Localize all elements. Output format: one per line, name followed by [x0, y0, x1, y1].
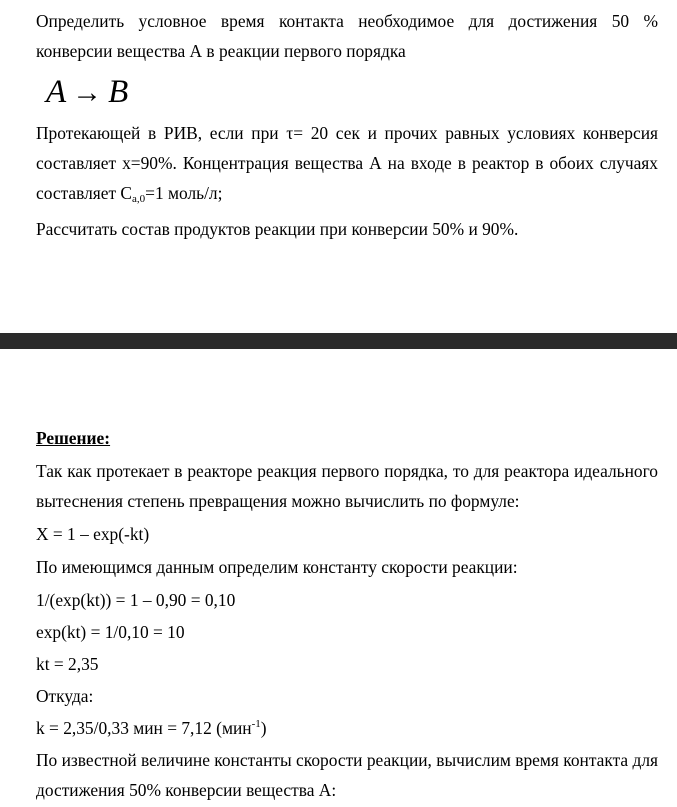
page-divider	[0, 333, 677, 349]
solution-heading: Решение:	[36, 428, 111, 448]
solution-intro	[36, 456, 658, 516]
task-paragraph	[36, 6, 658, 66]
step-3: kt = 2,35	[36, 654, 99, 674]
reaction-arrow-icon: →	[72, 76, 103, 109]
solution-intro-text: Так как протекает в реакторе реакция первого порядка, то для реактора идеального вытеснения степень превращения можно вычислить по формуле:	[36, 461, 658, 511]
step-intro: По имеющимся данным определим константу скорости реакции:	[36, 557, 518, 577]
task-text: Определить условное время контакта необходимое для достижения 50 % конверсии вещества А в реакции первого порядка	[36, 11, 658, 61]
k-result	[36, 713, 267, 743]
formula-line: X = 1 – exp(-kt)	[36, 524, 150, 544]
k-result-text: k = 2,35/0,33 мин = 7,12 (мин	[36, 718, 252, 738]
step-2: exp(kt) = 1/0,10 = 10	[36, 622, 185, 642]
step-1: 1/(exp(kt)) = 1 – 0,90 = 0,10	[36, 590, 236, 610]
final-paragraph-text: По известной величине константы скорости реакции, вычислим время контакта для достижения 50% конверсии вещества А:	[36, 750, 658, 800]
whence-line: Откуда:	[36, 686, 94, 706]
concentration-subscript: a,0	[132, 193, 146, 205]
k-result-close: )	[260, 718, 267, 738]
reactant-label: A	[46, 74, 67, 110]
final-paragraph	[36, 745, 658, 805]
reaction-equation	[46, 72, 128, 113]
conditions-text-end: =1 моль/л;	[145, 183, 223, 203]
product-label: B	[108, 74, 129, 110]
conditions-text: Протекающей в РИВ, если при τ= 20 сек и прочих равных условиях конверсия составляет x=90%. Концентрация вещества А на входе в реактор в обоих случаях составляет C	[36, 123, 658, 203]
calc-request: Рассчитать состав продуктов реакции при конверсии 50% и 90%.	[36, 219, 519, 239]
k-result-exponent: -1	[251, 718, 261, 730]
conditions-paragraph	[36, 118, 658, 208]
